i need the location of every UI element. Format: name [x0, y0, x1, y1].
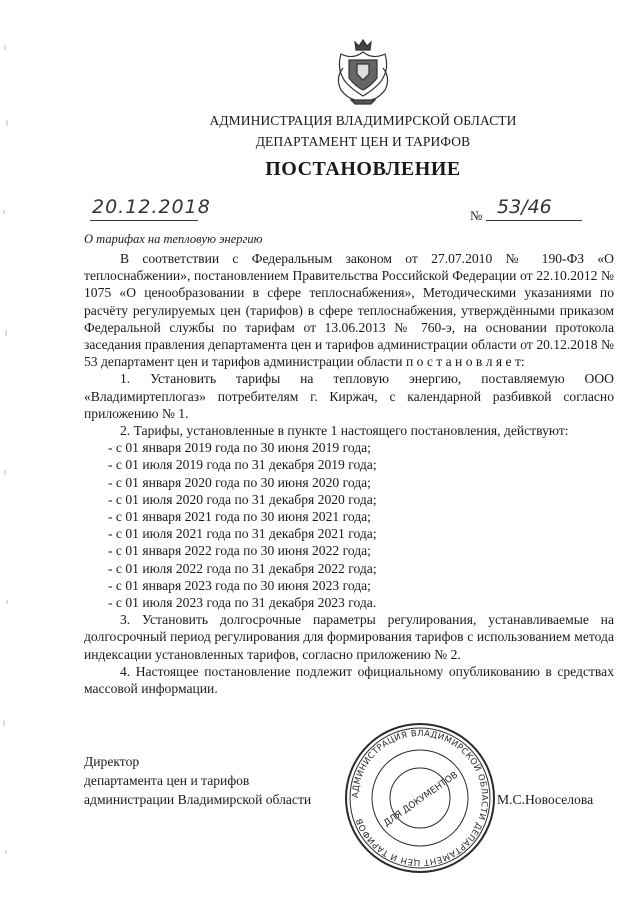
- signatory-name: М.С.Новоселова: [497, 792, 594, 807]
- document-title: ПОСТАНОВЛЕНИЕ: [265, 158, 461, 180]
- department-name: ДЕПАРТАМЕНТ ЦЕН И ТАРИФОВ: [255, 134, 471, 149]
- item-3: 3. Установить долгосрочные параметры регулирования, устанавливаемые на долгосрочный период регулирования для формирования тарифов с использованием метода индексации установленных тарифов, согласно приложению № 2.: [84, 612, 614, 662]
- signatory-title: Директор: [84, 754, 140, 769]
- document-body: [84, 250, 614, 697]
- official-seal-stamp: [340, 718, 500, 878]
- item-4: 4. Настоящее постановление подлежит официальному опубликованию в средствах массовой информации.: [84, 663, 614, 697]
- item-1: 1. Установить тарифы на тепловую энергию, поставляемую ООО «Владимиртеплогаз» потребителям г. Киржач, с календарной разбивкой согласно приложению № 1.: [84, 371, 614, 421]
- period-item: - с 01 июля 2023 года по 31 декабря 2023 года.: [108, 595, 377, 611]
- handwritten-date: 20.12.2018: [92, 196, 211, 218]
- period-item: - с 01 января 2020 года по 30 июня 2020 года;: [108, 474, 371, 490]
- stamp-center-text: ДЛЯ ДОКУМЕНТОВ: [382, 770, 461, 829]
- org-name: АДМИНИСТРАЦИЯ ВЛАДИМИРСКОЙ ОБЛАСТИ: [209, 113, 517, 128]
- signatory-department: департамента цен и тарифов: [84, 773, 250, 788]
- period-item: - с 01 июля 2019 года по 31 декабря 2019 года;: [108, 457, 377, 473]
- number-sign: №: [470, 208, 483, 223]
- period-item: - с 01 января 2019 года по 30 июня 2019 года;: [108, 440, 371, 456]
- intro-paragraph: В соответствии с Федеральным законом от 27.07.2010 № 190-ФЗ «О теплоснабжении», постановлением Правительства Российской Федерации от 22.10.2012 № 1075 «О ценообразовании в сфере теплоснабжения», Методическими указаниями по расчёту регулируемых цен (тарифов) в сфере теплоснабжения, утверждёнными приказом Федеральной службы по тарифам от 13.06.2013 № 760-э, на основании протокола заседания правления департамента цен и тарифов администрации области от 20.12.2018 № 53 департамент цен и тарифов администрации области п о с т а н о в л я е т:: [84, 251, 614, 370]
- period-item: - с 01 июля 2020 года по 31 декабря 2020 года;: [108, 491, 377, 507]
- period-item: - с 01 января 2023 года по 30 июня 2023 года;: [108, 577, 371, 593]
- document-subject: О тарифах на тепловую энергию: [84, 232, 263, 246]
- item-2: 2. Тарифы, установленные в пункте 1 настоящего постановления, действуют:: [120, 423, 569, 439]
- number-underline: [486, 220, 582, 221]
- period-item: - с 01 июля 2021 года по 31 декабря 2021 года;: [108, 526, 377, 542]
- period-item: - с 01 января 2021 года по 30 июня 2021 года;: [108, 509, 371, 525]
- signatory-administration: администрации Владимирской области: [84, 792, 312, 807]
- period-item: - с 01 января 2022 года по 30 июня 2022 года;: [108, 543, 371, 559]
- handwritten-number: 53/46: [497, 196, 552, 218]
- period-item: - с 01 июля 2022 года по 31 декабря 2022 года;: [108, 560, 377, 576]
- date-underline: [90, 220, 198, 221]
- coat-of-arms-emblem: [333, 38, 393, 106]
- stamp-outer-text: АДМИНИСТРАЦИЯ ВЛАДИМИРСКОЙ ОБЛАСТИ ДЕПАРТАМЕНТ ЦЕН И ТАРИФОВ: [350, 728, 490, 868]
- scan-margin-marks: [0, 0, 16, 905]
